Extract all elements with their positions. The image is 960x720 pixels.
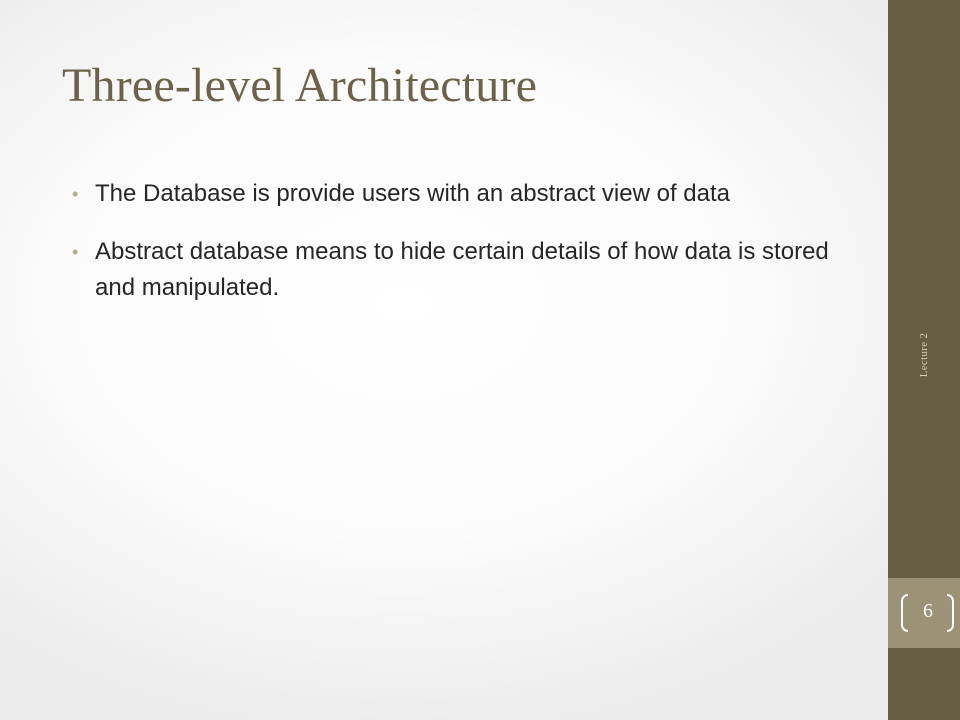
left-bracket-icon	[901, 594, 908, 632]
bullet-item	[72, 234, 832, 306]
bullet-marker: •	[72, 242, 79, 262]
lecture-label: Lecture 2	[918, 332, 930, 378]
bullet-text: Abstract database means to hide certain details of how data is stored and manipulated.	[95, 238, 829, 301]
page-number-box	[888, 578, 960, 648]
slide-title: Three-level Architecture	[62, 59, 538, 112]
page-number: 6	[923, 600, 933, 622]
right-bracket-icon	[947, 594, 954, 632]
bullet-marker: •	[72, 184, 79, 204]
bullet-text: The Database is provide users with an abstract view of data	[95, 180, 730, 207]
bullet-list	[72, 176, 832, 328]
bullet-item	[72, 176, 832, 212]
